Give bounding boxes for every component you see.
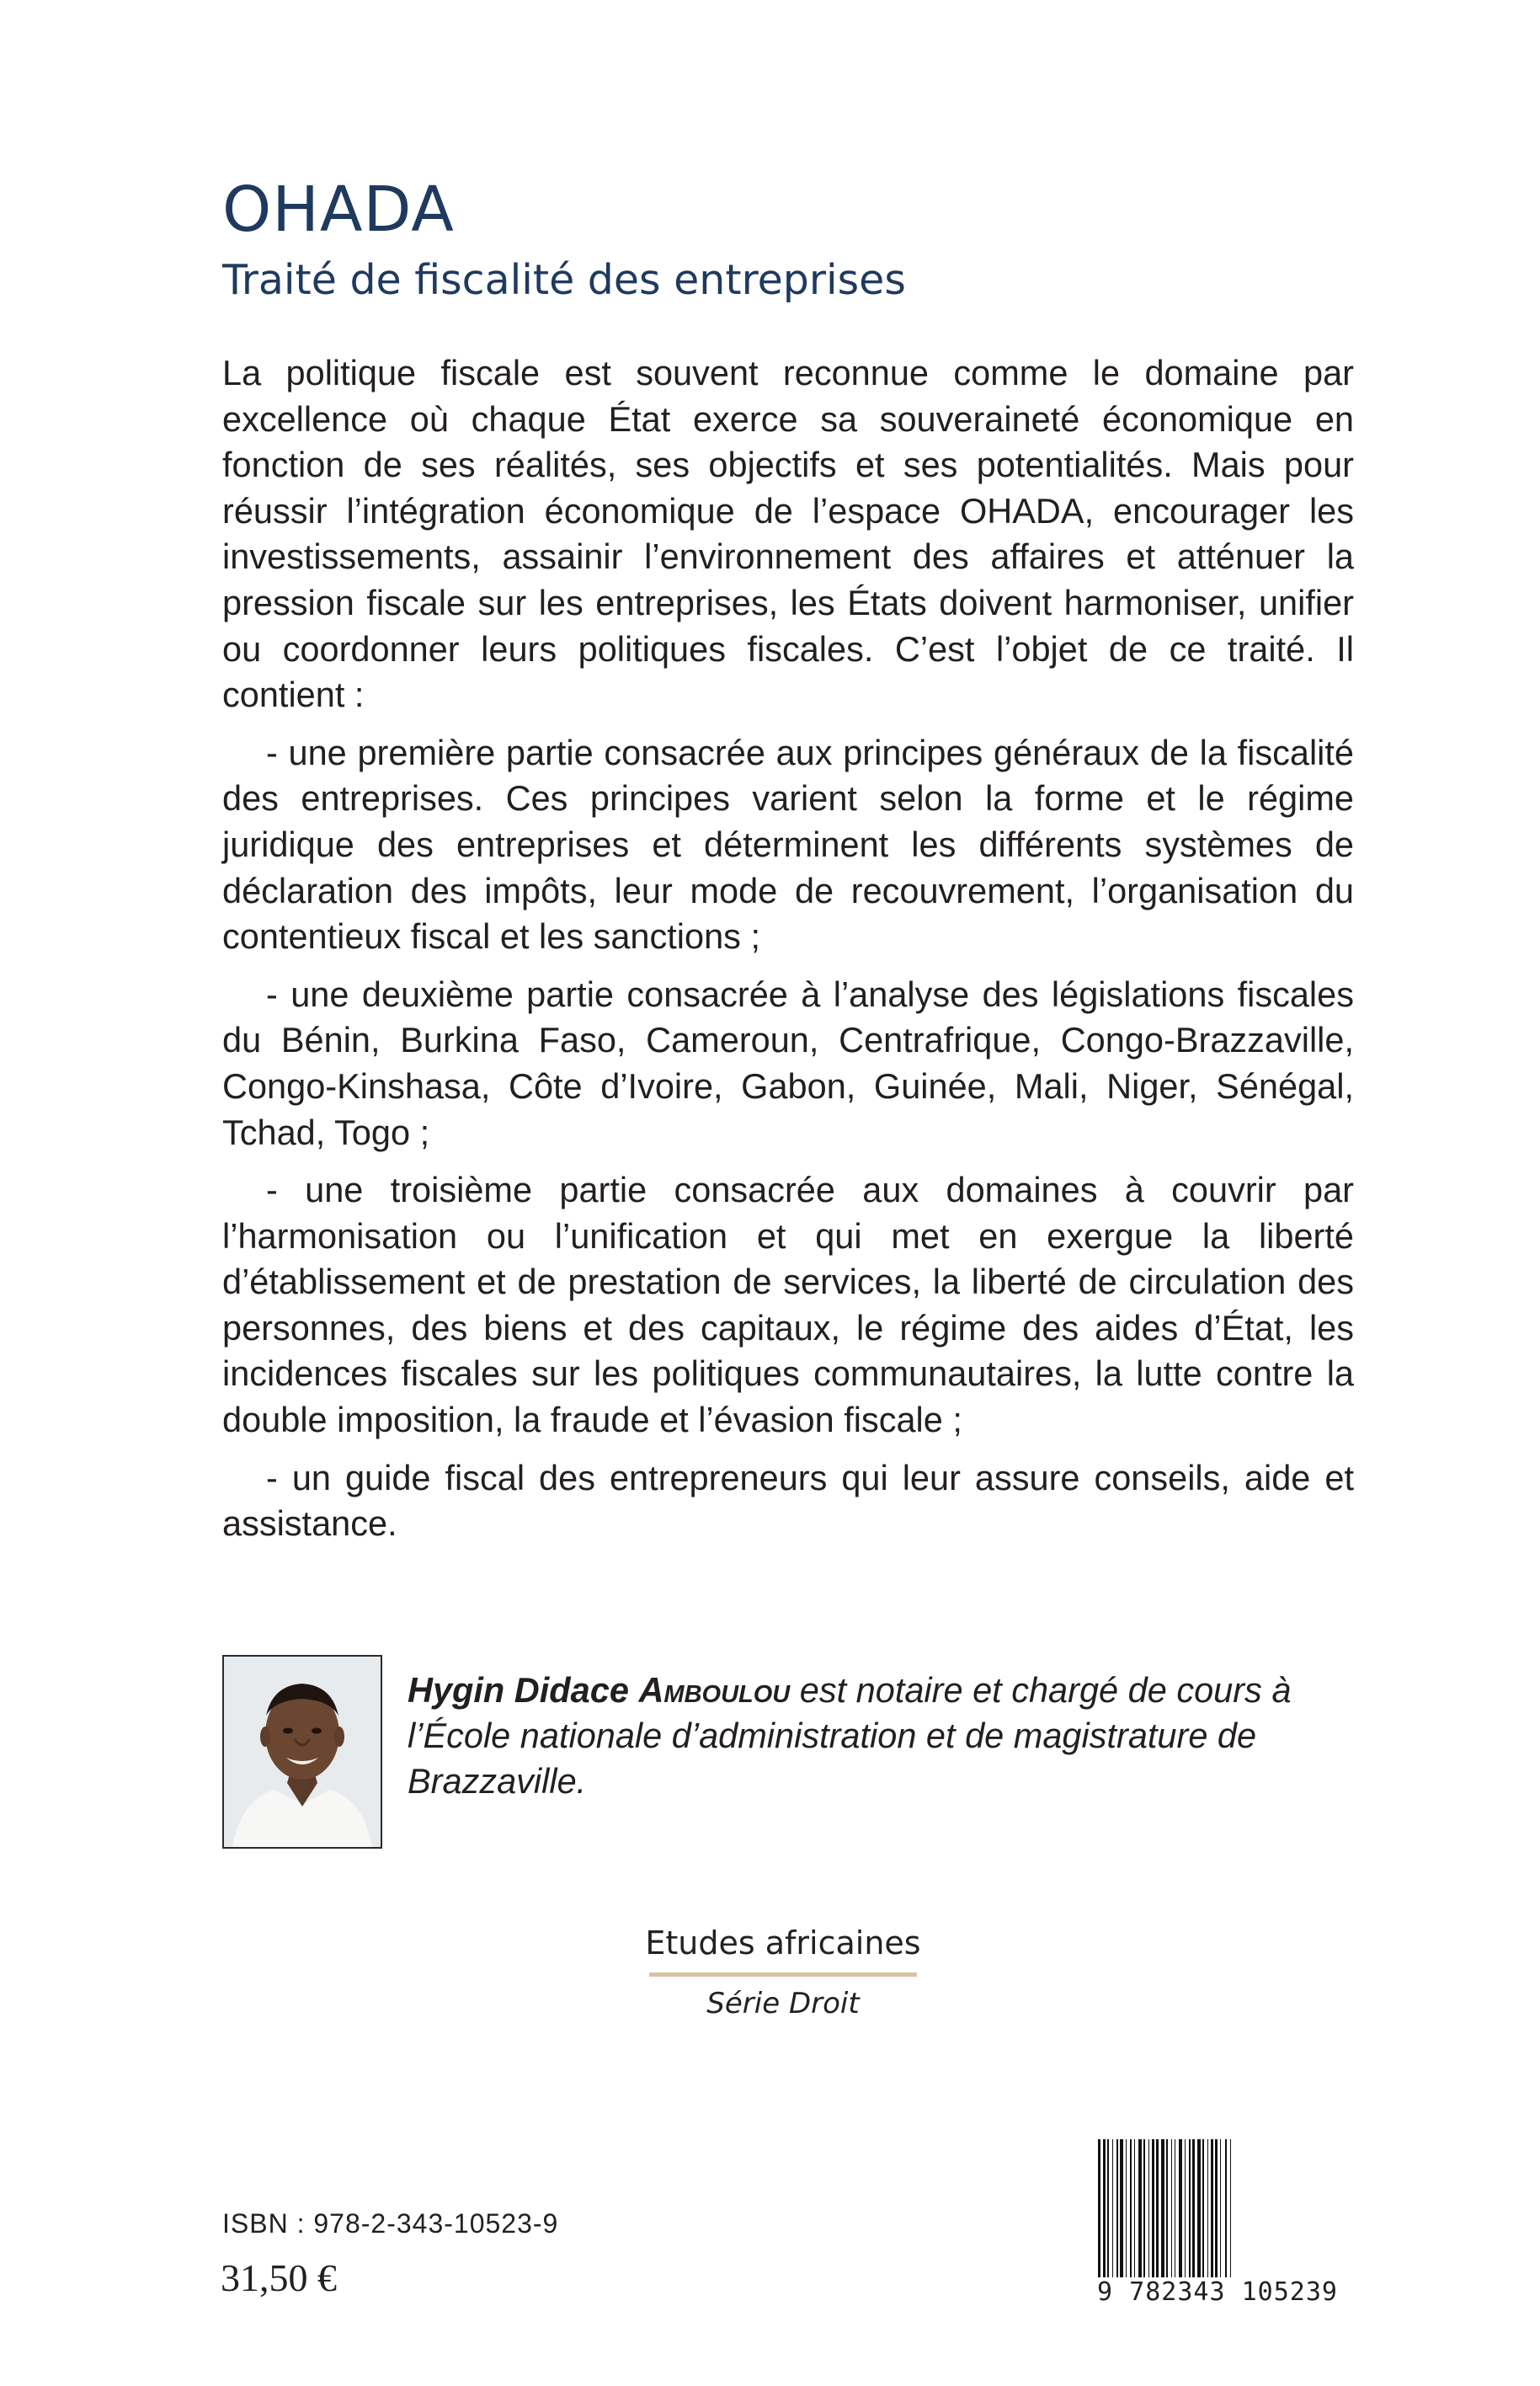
blurb-item: - une troisième partie consacrée aux domaines à couvrir par l’harmonisation ou l’unification et qui met en exergue la liberté d’établissement et de prestation de services, la liberté de circulation des personnes, des biens et des capitaux, le régime des aides d’État, les incidences fiscales sur les politiques communautaires, la lutte contre la double imposition, la fraude et l’évasion fiscale ; <box>222 1170 1354 1440</box>
price: 31,50 € <box>221 2256 337 2299</box>
blurb <box>222 350 1354 1559</box>
barcode-bar <box>1202 2139 1204 2299</box>
barcode-bar <box>1126 2139 1127 2299</box>
barcode-bar <box>1148 2139 1149 2299</box>
series-block <box>615 1924 951 2020</box>
author-first-names: Hygin Didace <box>408 1670 629 1710</box>
barcode-bar <box>1207 2139 1208 2299</box>
barcode-bar <box>1185 2139 1186 2299</box>
barcode-bar <box>1130 2139 1132 2299</box>
barcode-bar <box>1152 2139 1154 2299</box>
barcode-bar <box>1134 2139 1135 2299</box>
barcode-bar <box>1116 2139 1118 2299</box>
barcode-bar <box>1107 2139 1109 2299</box>
barcode-bar <box>1156 2139 1159 2299</box>
barcode-bar <box>1171 2139 1172 2299</box>
author-surname: Amboulou <box>638 1670 791 1710</box>
barcode-bar <box>1166 2139 1168 2299</box>
blurb-item: - un guide fiscal des entrepreneurs qui leur assure conseils, aide et assistance. <box>222 1457 1354 1544</box>
barcode-number: 9 782343 105239 <box>1083 2277 1352 2307</box>
book-subtitle: Traité de fiscalité des entreprises <box>222 256 906 304</box>
isbn: ISBN : 978-2-343-10523-9 <box>222 2208 559 2239</box>
blurb-item: - une première partie consacrée aux principes généraux de la fiscalité des entreprises. Ces principes varient selon la forme et le régime juridique des entreprises et déterminent les différents systèmes de déclaration des impôts, leur mode de recouvrement, l’organisation du contentieux fiscal et les sanctions ; <box>222 732 1354 957</box>
barcode-bar <box>1120 2139 1123 2299</box>
barcode-bar <box>1161 2139 1164 2299</box>
blurb-intro: La politique fiscale est souvent reconnue comme le domaine par excellence où chaque État exerce sa souveraineté économique en fonction de ses réalités, ses objectifs et ses potentialités. Mais pour réussir l’intégration économique de l’espace OHADA, encourager les investissements, assainir l’environnement des affaires et atténuer la pression fiscale sur les entreprises, les États doivent harmoniser, unifier ou coordonner leurs politiques fiscales. C’est l’objet de ce traité. Il contient : <box>222 353 1354 715</box>
author-bio <box>408 1668 1359 1804</box>
barcode-bar <box>1215 2139 1218 2299</box>
barcode-bar <box>1211 2139 1213 2299</box>
blurb-item: - une deuxième partie consacrée à l’analyse des législations fiscales du Bénin, Burkina Faso, Cameroun, Centrafrique, Congo-Brazzaville, Congo-Kinshasa, Côte d’Ivoire, Gabon, Guinée, Mali, Niger, Sénégal, Tchad, Togo ; <box>222 974 1354 1152</box>
series-name: Etudes africaines <box>645 1924 921 1962</box>
barcode-bar <box>1189 2139 1191 2299</box>
barcode-bar <box>1192 2139 1195 2299</box>
author-bio-text: est notaire et chargé de cours à l’École nationale d’administration et de magistrature de Brazzaville. <box>408 1670 1292 1801</box>
book-title: OHADA <box>222 173 455 246</box>
barcode-bar <box>1220 2139 1221 2299</box>
barcode-bar <box>1143 2139 1145 2299</box>
barcode-bar <box>1179 2139 1182 2299</box>
barcode-bar <box>1112 2139 1113 2299</box>
barcode-bar <box>1197 2139 1201 2299</box>
barcode-bar <box>1103 2139 1106 2299</box>
barcode-bar <box>1098 2139 1100 2299</box>
series-divider <box>649 1972 917 1977</box>
author-photo <box>222 1655 382 1849</box>
barcode-bar <box>1225 2139 1227 2299</box>
barcode-bar <box>1138 2139 1142 2299</box>
barcode-bar <box>1230 2139 1231 2299</box>
series-subtitle: Série Droit <box>706 1987 860 2020</box>
